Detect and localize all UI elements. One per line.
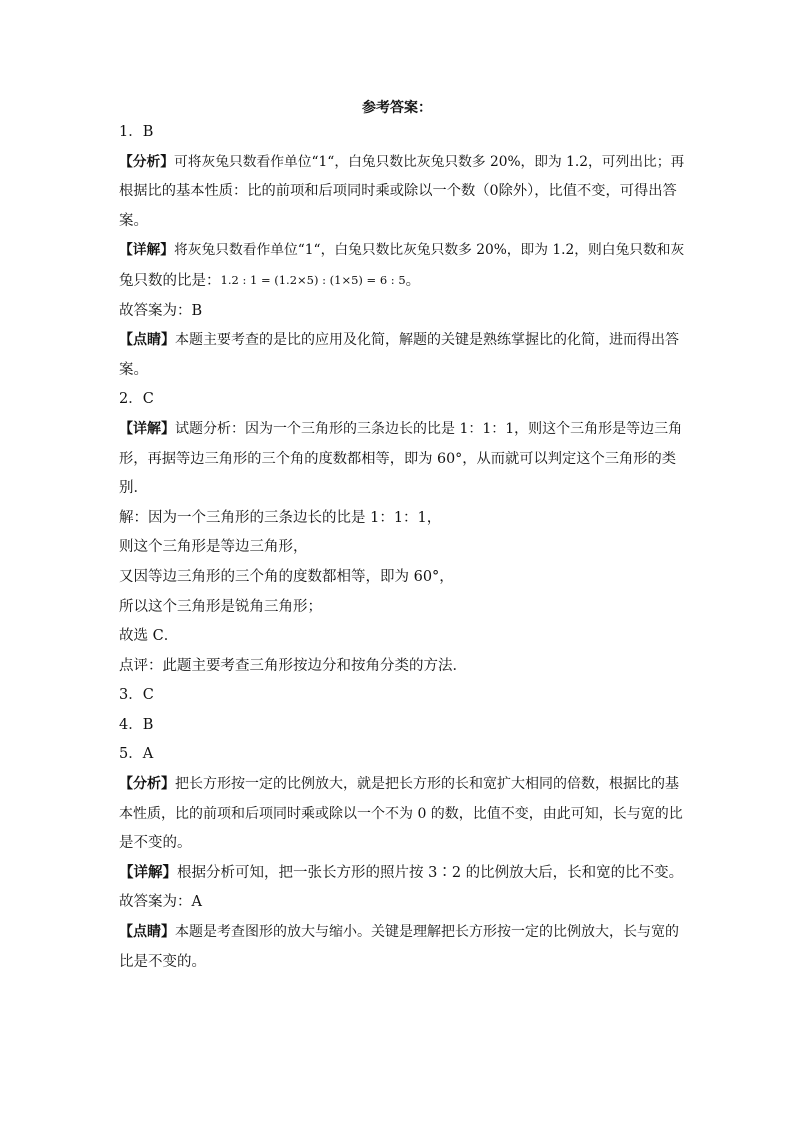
- q1-detail-text-1: 将灰兔只数看作单位“1“，白兔只数比灰兔只数多 20%，即为 1.2，则白兔只数和灰: [174, 242, 685, 259]
- q2-solution-line-4: 所以这个三角形是锐角三角形；: [119, 598, 322, 615]
- q5-detail-text-1: 根据分析可知，把一张长方形的照片按 3∶2 的比例放大后，长和宽的比不变。: [177, 864, 684, 881]
- q1-analysis-tag: 【分析】: [119, 153, 175, 170]
- q1-detail-end: 。: [405, 272, 421, 289]
- q1-detail-tag: 【详解】: [119, 242, 175, 259]
- q5-analysis-line-2: 本性质，比的前项和后项同时乘或除以一个不为 0 的数，比值不变，由此可知，长与宽的比: [119, 805, 683, 822]
- q2-detail-line-2: 形，再据等边三角形的三个角的度数都相等，即为 60°，从而就可以判定这个三角形的类: [119, 450, 677, 467]
- q3-number: 3．C: [119, 687, 154, 704]
- q5-detail-line-1: [119, 863, 684, 883]
- q1-detail-text-2: 兔只数的比是：: [119, 272, 221, 289]
- q1-comment-tag: 【点睛】: [119, 332, 175, 349]
- q1-ratio-formula: 1.2 : 1 = (1.2×5) : (1×5) = 6 : 5: [220, 272, 406, 287]
- q1-analysis-line-2: 根据比的基本性质：比的前项和后项同时乘或除以一个数（0除外），比值不变，可得出答: [119, 183, 677, 200]
- q2-solution-line-2: 则这个三角形是等边三角形，: [119, 539, 308, 556]
- q5-number: 5．A: [119, 746, 154, 763]
- answer-content: [119, 122, 684, 981]
- q1-analysis-text-1: 可将灰兔只数看作单位“1“，白兔只数比灰兔只数多 20%，即为 1.2，可列出比；再: [174, 153, 685, 170]
- q1-analysis-line-3: 案。: [119, 212, 148, 229]
- q1-detail-line-1: [119, 240, 684, 260]
- page-title: 参考答案：: [362, 100, 432, 116]
- q2-detail-line-1: [119, 419, 684, 439]
- q5-comment-line-1: [119, 922, 684, 942]
- q1-comment-line-2: 案。: [119, 361, 148, 378]
- q2-review: 点评：此题主要考查三角形按边分和按角分类的方法．: [119, 657, 467, 674]
- q2-solution-line-1: 解：因为一个三角形的三条边长的比是 1：1：1，: [119, 509, 442, 526]
- q5-comment-tag: 【点睛】: [119, 924, 175, 941]
- q1-answer: 故答案为：B: [119, 302, 203, 319]
- q2-detail-text-1: 试题分析：因为一个三角形的三条边长的比是 1：1：1，则这个三角形是等边三角: [175, 420, 683, 437]
- q5-comment-line-2: 比是不变的。: [119, 953, 206, 970]
- q2-solution-line-3: 又因等边三角形的三个角的度数都相等，即为 60°，: [119, 568, 454, 585]
- q2-solution-line-5: 故选 C．: [119, 628, 179, 645]
- q4-number: 4．B: [119, 716, 154, 733]
- q2-number: 2．C: [119, 391, 154, 408]
- q2-detail-tag: 【详解】: [119, 420, 175, 437]
- q5-analysis-line-1: [119, 774, 684, 794]
- q2-detail-line-3: 别．: [119, 480, 148, 497]
- q1-comment-line-1: [119, 330, 684, 350]
- q1-detail-line-2: [119, 270, 684, 291]
- q5-analysis-tag: 【分析】: [119, 776, 175, 793]
- q5-analysis-text-1: 把长方形按一定的比例放大，就是把长方形的长和宽扩大相同的倍数，根据比的基: [175, 776, 679, 793]
- q5-answer: 故答案为：A: [119, 894, 202, 911]
- q5-detail-tag: 【详解】: [119, 863, 177, 881]
- q1-analysis-line-1: [119, 152, 684, 172]
- q5-analysis-line-3: 是不变的。: [119, 835, 192, 852]
- q1-number: 1．B: [119, 124, 154, 140]
- q1-comment-text-1: 本题主要考查的是比的应用及化简，解题的关键是熟练掌握比的化简，进而得出答: [175, 332, 679, 349]
- q5-comment-text-1: 本题是考查图形的放大与缩小。关键是理解把长方形按一定的比例放大，长与宽的: [175, 924, 679, 941]
